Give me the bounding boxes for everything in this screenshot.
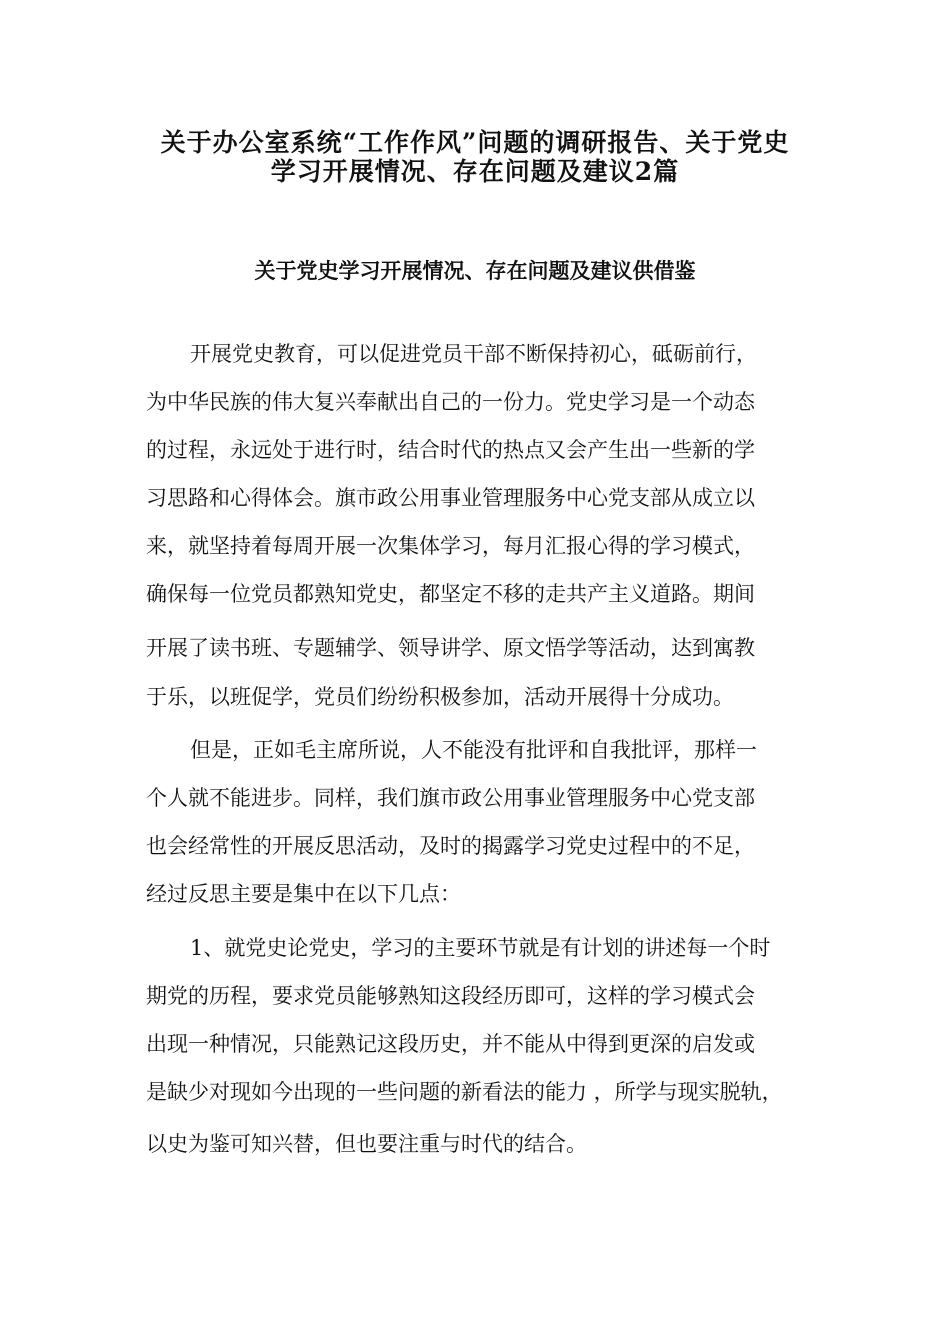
paragraph-line: 出现一种情况，只能熟记这段历史，并不能从中得到更深的启发或	[146, 1032, 755, 1056]
paragraph-line: 个人就不能进步。同样，我们旗市政公用事业管理服务中心党支部	[146, 786, 755, 810]
paragraph-line: 经过反思主要是集中在以下几点：	[146, 882, 461, 906]
paragraph-line: 来，就坚持着每周开展一次集体学习，每月汇报心得的学习模式，	[146, 534, 755, 558]
document-title-line-2: 学习开展情况、存在问题及建议2篇	[270, 157, 680, 186]
paragraph-line: 确保每一位党员都熟知党史，都坚定不移的走共产主义道路。期间	[146, 582, 755, 606]
paragraph-line: 开展党史教育，可以促进党员干部不断保持初心，砥砺前行，	[190, 342, 757, 366]
paragraph-line: 但是，正如毛主席所说，人不能没有批评和自我批评，那样一	[190, 738, 757, 762]
paragraph-line: 1、就党史论党史，学习的主要环节就是有计划的讲述每一个时	[190, 936, 771, 960]
paragraph-line: 以史为鉴可知兴替，但也要注重与时代的结合。	[146, 1132, 587, 1156]
paragraph-line: 开展了读书班、专题辅学、领导讲学、原文悟学等活动，达到寓教	[146, 636, 755, 660]
paragraph-line: 于乐，以班促学，党员们纷纷积极参加，活动开展得十分成功。	[146, 685, 734, 709]
paragraph-line: 也会经常性的开展反思活动，及时的揭露学习党史过程中的不足，	[146, 834, 755, 858]
paragraph-line: 为中华民族的伟大复兴奉献出自己的一份力。党史学习是一个动态	[146, 390, 755, 414]
paragraph-line: 习思路和心得体会。旗市政公用事业管理服务中心党支部从成立以	[146, 486, 755, 510]
paragraph-line: 是缺少对现如今出现的一些问题的新看法的能力 ，所学与现实脱轨，	[146, 1080, 783, 1104]
document-title-line-1: 关于办公室系统“工作作风”问题的调研报告、关于党史	[160, 128, 790, 157]
paragraph-line: 的过程，永远处于进行时，结合时代的热点又会产生出一些新的学	[146, 438, 755, 462]
section-heading: 关于党史学习开展情况、存在问题及建议供借鉴	[254, 258, 696, 283]
paragraph-line: 期党的历程，要求党员能够熟知这段经历即可，这样的学习模式会	[146, 984, 755, 1008]
